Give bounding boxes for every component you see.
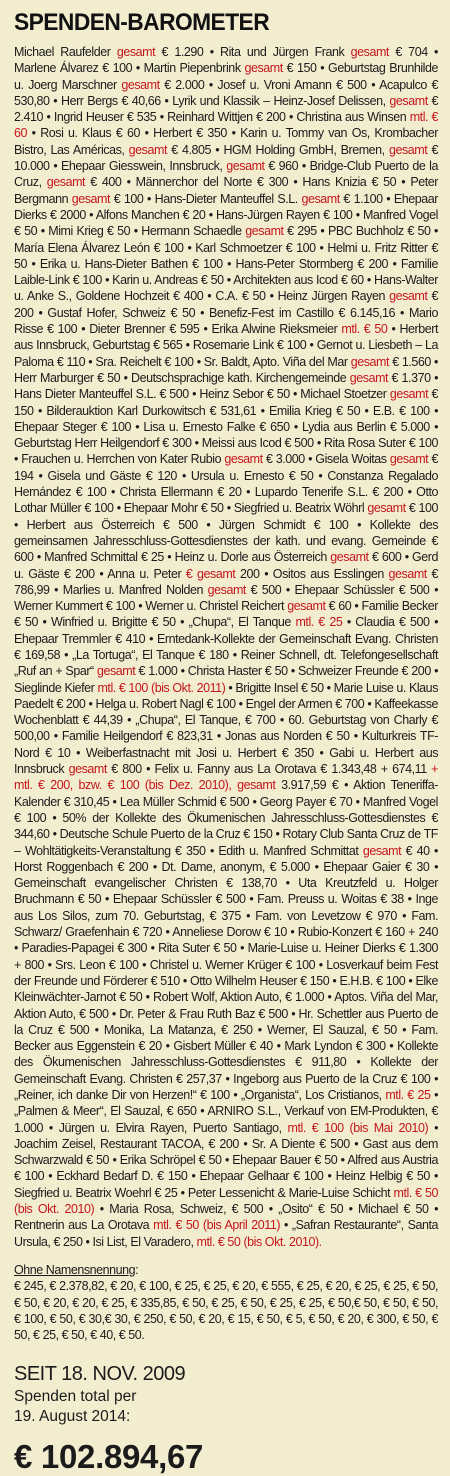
donor-text: € 704 • Marlene Álvarez € 100 • Martin Piepenbrink <box>14 45 438 76</box>
donor-text: Michael Raufelder <box>14 45 117 59</box>
donor-text: € 800 • Felix u. Fanny aus La Orotava € 1.343,48 + 674,11 <box>106 762 432 777</box>
highlight-text: gesamt <box>128 142 167 157</box>
highlight-text: gesamt <box>224 452 263 467</box>
donor-text: € 295 • PBC Buchholz € 50 • María Elena Álvarez León € 100 • Karl Schmoetzer € 100 • Helmi u. Fritz Ritter € 50 • Erika u. Hans-Dieter Bathen € 100 • Hans-Peter Stormberg € 200 • Familie Laible-Link € 100 • Karin u. Andreas € 50 • Architekten aus Icod € 60 • Hans-Walter u. Anke S., Goldene Hochzeit € 400 • C.A. € 50 • Heinz Jürgen Rayen <box>14 224 438 304</box>
highlight-text: gesamt <box>245 224 284 239</box>
donor-text: € 60 • Familie Becker € 50 • Winfried u. Brigitte € 50 • „Chupa“, El Tanque <box>14 599 438 630</box>
donor-text: € 40 • Horst Roggenbach € 200 • Dt. Dame, anonym, € 5.000 • Ehepaar Gaier € 30 • Gemeinschaft evangelischer Christen € 138,70 • Uta Kreutzfeld u. Holger Bruchmann € 50 • Ehepaar Schüssler € 500 • Fam. Preuss u. Woitas € 38 • Inge aus Los Silos, zum 70. Geburtstag, € 375 • Fam. von Levetzow € 970 • Fam. Schwarz/ Graefenhain € 720 • Anneliese Dorow € 10 • Rubio-Konzert € 160 + 240 • Paradies-Papagei € 300 • Rita Suter € 50 • Marie-Luise u. Heiner Dierks € 1.300 + 800 • Srs. Leon € 100 • Christel u. Werner Krüger € 100 • Losverkauf beim Fest der Freunde und Förderer € 510 • Otto Wilhelm Heuser € 150 • E.H.B. € 100 • Elke Kleinwächter-Jarnot € 50 • Robert Wolf, Aktion Auto, € 1.000 • Aptos. Viña del Mar, Aktion Auto, € 500 • Dr. Peter & Frau Ruth Baz € 500 • Hr. Schettler aus Puerto de la Cruz € 500 • Monika, La Matanza, € 250 • Werner, El Sauzal, € 50 • Fam. Becker aus Eggenstein € 20 • Gisbert Müller € 40 • Mark Lyndon € 300 • Kollekte des Ökumenischen Jahresschluss-Gottesdienstes € 911,80 • Kollekte der Gemeinschaft Evang. Christen € 257,37 • Ingeborg aus Puerto de la Cruz € 100 • „Reiner, ich danke Dir von Herzen!“ € 100 • „Organista“, Los Cristianos, <box>14 843 438 1102</box>
highlight-text: gesamt <box>350 354 390 369</box>
highlight-text: gesamt <box>330 550 369 565</box>
anonymous-label: Ohne Namensnennung <box>14 1262 136 1277</box>
highlight-text: mtl. € 50 (bis Okt. 2010) <box>14 1185 439 1217</box>
donor-text: € 4.805 • HGM Holding GmbH, Bremen, <box>166 142 389 157</box>
highlight-text: gesamt <box>46 175 86 190</box>
highlight-text: gesamt <box>349 370 389 385</box>
donor-text: € 400 • Männerchor del Norte € 300 • Hans Knizia € 50 • Peter Bergmann <box>14 175 439 206</box>
donor-text: € 10.000 • Ehepaar Giesswein, Innsbruck, <box>14 142 438 174</box>
donor-text: € 1.370 • Hans Dieter Manteuffel S.L. € 500 • Heinz Sebor € 50 • Michael Stoetzer <box>14 370 439 402</box>
highlight-text: gesamt <box>68 762 107 777</box>
highlight-text: gesamt <box>389 452 429 467</box>
highlight-text: mtl. € 50 (bis April 2011) <box>153 1218 281 1233</box>
subtitle-line2: 19. August 2014: <box>14 1408 131 1426</box>
donor-text: • Claudia € 500 • Ehepaar Tremmler € 410 • Erntedank-Kollekte der Gemeinschaft Evang. Christen € 169,58 • „La Tortuga“, El Tanque € 180 • Reiner Schnell, dt. Telefongesellschaft „Ruf an + Spar“ <box>14 615 439 679</box>
donor-text: € 194 • Gisela und Gäste € 120 • Ursula u. Ernesto € 50 • Constanza Regalado Hernández € 100 • Christa Ellermann € 20 • Lupardo Tenerife S.L. € 200 • Otto Lothar Müller € 100 • Ehepaar Mohr € 50 • Siegfried u. Beatrix Wöhrl <box>14 452 438 516</box>
donor-text: € 786,99 • Marlies u. Manfred Nolden <box>14 566 438 597</box>
anonymous-amounts: € 245, € 2.378,82, € 20, € 100, € 25, € 25, € 20, € 555, € 25, € 20, € 25, € 25, € 50, € 50, € 20, € 20, € 25, € 335,85, € 50, € 25, € 50, € 25, € 25, € 50,€ 50, € 50, € 50, € 100, € 50, € 30,€ 30, € 250, € 50, € 20, € 15, € 50, € 5, € 50, € 20, € 300, € 50, € 50, € 25, € 50, € 40, € 50. <box>14 1279 438 1343</box>
donor-text: € 200 • Gustaf Hofer, Schweiz € 50 • Benefiz-Fest im Castillo € 6.145,16 • Mario Risse € 100 • Dieter Brenner € 595 • Erika Alwine Rieksmeier <box>14 289 438 337</box>
donor-text: € 1.560 • Herr Marburger € 50 • Deutschsprachige kath. Kirchengemeinde <box>14 354 438 385</box>
page-title: SPENDEN-BAROMETER <box>14 9 270 36</box>
donor-text: € 600 • Gerd u. Gäste € 200 • Anna u. Peter <box>14 550 438 581</box>
highlight-text: gesamt <box>97 664 136 679</box>
donor-text: • Rosi u. Klaus € 60 • Herbert € 350 • Karin u. Tommy van Os, Krombacher Bistro, Las Américas, <box>14 126 438 157</box>
donor-text: € 3.000 • Gisela Woitas <box>262 452 390 467</box>
highlight-text: gesamt <box>287 599 326 614</box>
donor-text: € 2.000 • Josef u. Vroni Amann € 500 • Acapulco € 530,80 • Herr Bergs € 40,66 • Lyrik und Klassik – Heinz-Josef Delissen, <box>14 77 438 108</box>
highlight-text: mtl. € 100 (bis Mai 2010) <box>287 1120 429 1135</box>
donor-text: • Maria Rosa, Schweiz, € 500 • „Osito“ € 50 • Michael € 50 • Rentnerin aus La Orotava <box>14 1202 439 1233</box>
highlight-text: gesamt <box>301 191 340 206</box>
donor-text: € 1.100 • Ehepaar Dierks € 2000 • Alfons Manchen € 20 • Hans-Jürgen Rayen € 100 • Manfred Vogel € 50 • Mimi Krieg € 50 • Hermann Schaedle <box>14 191 438 239</box>
donor-text: • „Palmen & Meer“, El Sauzal, € 650 • ARNIRO S.L., Verkauf von EM-Produkten, € 1.000 • Jürgen u. Elvira Rayen, Puerto Santiago, <box>14 1088 439 1135</box>
donor-text: € 150 • Bilderauktion Karl Durkowitsch € 531,61 • Emilia Krieg € 50 • E.B. € 100 • Ehepaar Steger € 100 • Lisa u. Ernesto Falke € 650 • Lydia aus Berlin € 5.000 • Geburtstag Herr Heilgendorf € 300 • Meissi aus Icod € 500 • Rita Rosa Suter € 100 • Frauchen u. Herrchen von Kater Rubio <box>14 387 438 467</box>
highlight-text: mtl. € 25 <box>385 1088 431 1102</box>
highlight-text: gesamt <box>116 45 156 59</box>
anonymous-colon: : <box>135 1262 139 1277</box>
highlight-text: gesamt <box>362 843 402 858</box>
highlight-text: gesamt <box>207 582 246 597</box>
donor-text: 3.917,59 € • Aktion Teneriffa-Kalender € 310,45 • Lea Müller Schmid € 500 • Georg Payer € 70 • Manfred Vogel € 100 • 50% der Kollekte des Ökumenischen Jahresschluss-Gottesdienstes € 344,60 • Deutsche Schule Puerto de la Cruz € 150 • Rotary Club Santa Cruz de TF – Wohltätigkeits-Veranstaltung € 350 • Edith u. Manfred Schmittat <box>14 778 439 858</box>
total-amount: € 102.894,67 <box>14 1438 204 1476</box>
donor-text: € 100 • Herbert aus Österreich € 500 • Jürgen Schmidt € 100 • Kollekte des gemeinsamen Jahresschluss-Gottesdienstes der kath. und evang. Gemeinde € 600 • Manfred Schmittal € 25 • Heinz u. Dorle aus Österreich <box>14 501 438 565</box>
highlight-text: mtl. € 100 (bis Okt. 2011) <box>97 680 226 695</box>
highlight-text: gesamt <box>350 45 389 59</box>
donor-list <box>14 44 438 1250</box>
highlight-text: gesamt <box>121 77 160 92</box>
donor-text: € 1.000 • Christa Haster € 50 • Schweizer Freunde € 200 • Sieglinde Kiefer <box>14 664 438 695</box>
donor-text: • Herbert aus Innsbruck, Geburtstag € 565 • Rosemarie Link € 100 • Gernot u. Liesbeth – La Paloma € 110 • Sra. Reichelt € 100 • Sr. Baldt, Apto. Viña del Mar <box>14 322 438 369</box>
highlight-text: gesamt <box>388 566 427 581</box>
highlight-text: € gesamt <box>185 566 236 581</box>
anonymous-donations <box>14 1262 438 1343</box>
donor-text: € 960 • Bridge-Club Puerto de la Cruz, <box>14 159 439 190</box>
donor-text: € 100 • Hans-Dieter Manteuffel S.L. <box>110 191 302 206</box>
donor-text: • „Safran Restaurante“, Santa Ursula, € 250 • Isi List, El Varadero, <box>14 1218 438 1249</box>
highlight-text: mtl. € 50 (bis Okt. 2010). <box>196 1234 322 1249</box>
donor-text: € 1.290 • Rita und Jürgen Frank <box>155 45 351 59</box>
highlight-text: gesamt <box>244 61 283 76</box>
since-date: SEIT 18. NOV. 2009 <box>14 1363 186 1386</box>
highlight-text: gesamt <box>71 191 111 206</box>
donor-text: • Brigitte Insel € 50 • Marie Luise u. Klaus Paedelt € 200 • Helga u. Robert Nagl € 100 • Engel der Armen € 700 • Kaffeekasse Wochenblatt € 44,39 • „Chupa“, El Tanque, € 700 • 60. Geburtstag von Charly € 500,00 • Familie Heilgendorf € 823,31 • Jonas aus Norden € 50 • Kulturkreis TF-Nord € 10 • Weiberfastnacht mit Josi u. Herbert € 350 • Gabi u. Herbert aus Innsbruck <box>14 680 438 777</box>
highlight-text: gesamt <box>389 387 429 402</box>
highlight-text: mtl. € 25 <box>295 615 343 630</box>
donor-text: € 150 • Geburtstag Brunhilde u. Joerg Marschner <box>14 61 439 92</box>
highlight-text: mtl. € 50 <box>341 322 388 337</box>
donor-text: 200 • Ositos aus Esslingen <box>235 566 389 581</box>
subtitle-line1: Spenden total per <box>14 1388 137 1406</box>
highlight-text: gesamt <box>388 142 428 157</box>
donor-text: • Joachim Zeisel, Restaurant TACOA, € 200 • Sr. A Diente € 500 • Gast aus dem Schwarzwald € 50 • Erika Schröpel € 50 • Ehepaar Bauer € 50 • Alfred aus Austria € 100 • Eckhard Bedarf D. € 150 • Ehepaar Gelhaar € 100 • Heinz Helbig € 50 • Siegfried u. Beatrix Woehrl € 25 • Peter Lessenicht & Marie-Luise Schicht <box>14 1120 439 1200</box>
highlight-text: gesamt <box>389 93 428 108</box>
highlight-text: + mtl. € 200, bzw. € 100 (bis Dez. 2010), gesamt <box>14 762 438 793</box>
highlight-text: mtl. € 60 <box>14 110 438 141</box>
donor-text: € 2.410 • Ingrid Heuser € 535 • Reinhard Wittjen € 200 • Christina aus Winsen <box>14 93 438 125</box>
highlight-text: gesamt <box>367 501 406 516</box>
donor-text: € 500 • Ehepaar Schüssler € 500 • Werner Kummert € 100 • Werner u. Christel Reichert <box>14 582 438 614</box>
highlight-text: gesamt <box>226 159 265 174</box>
highlight-text: gesamt <box>389 289 428 304</box>
